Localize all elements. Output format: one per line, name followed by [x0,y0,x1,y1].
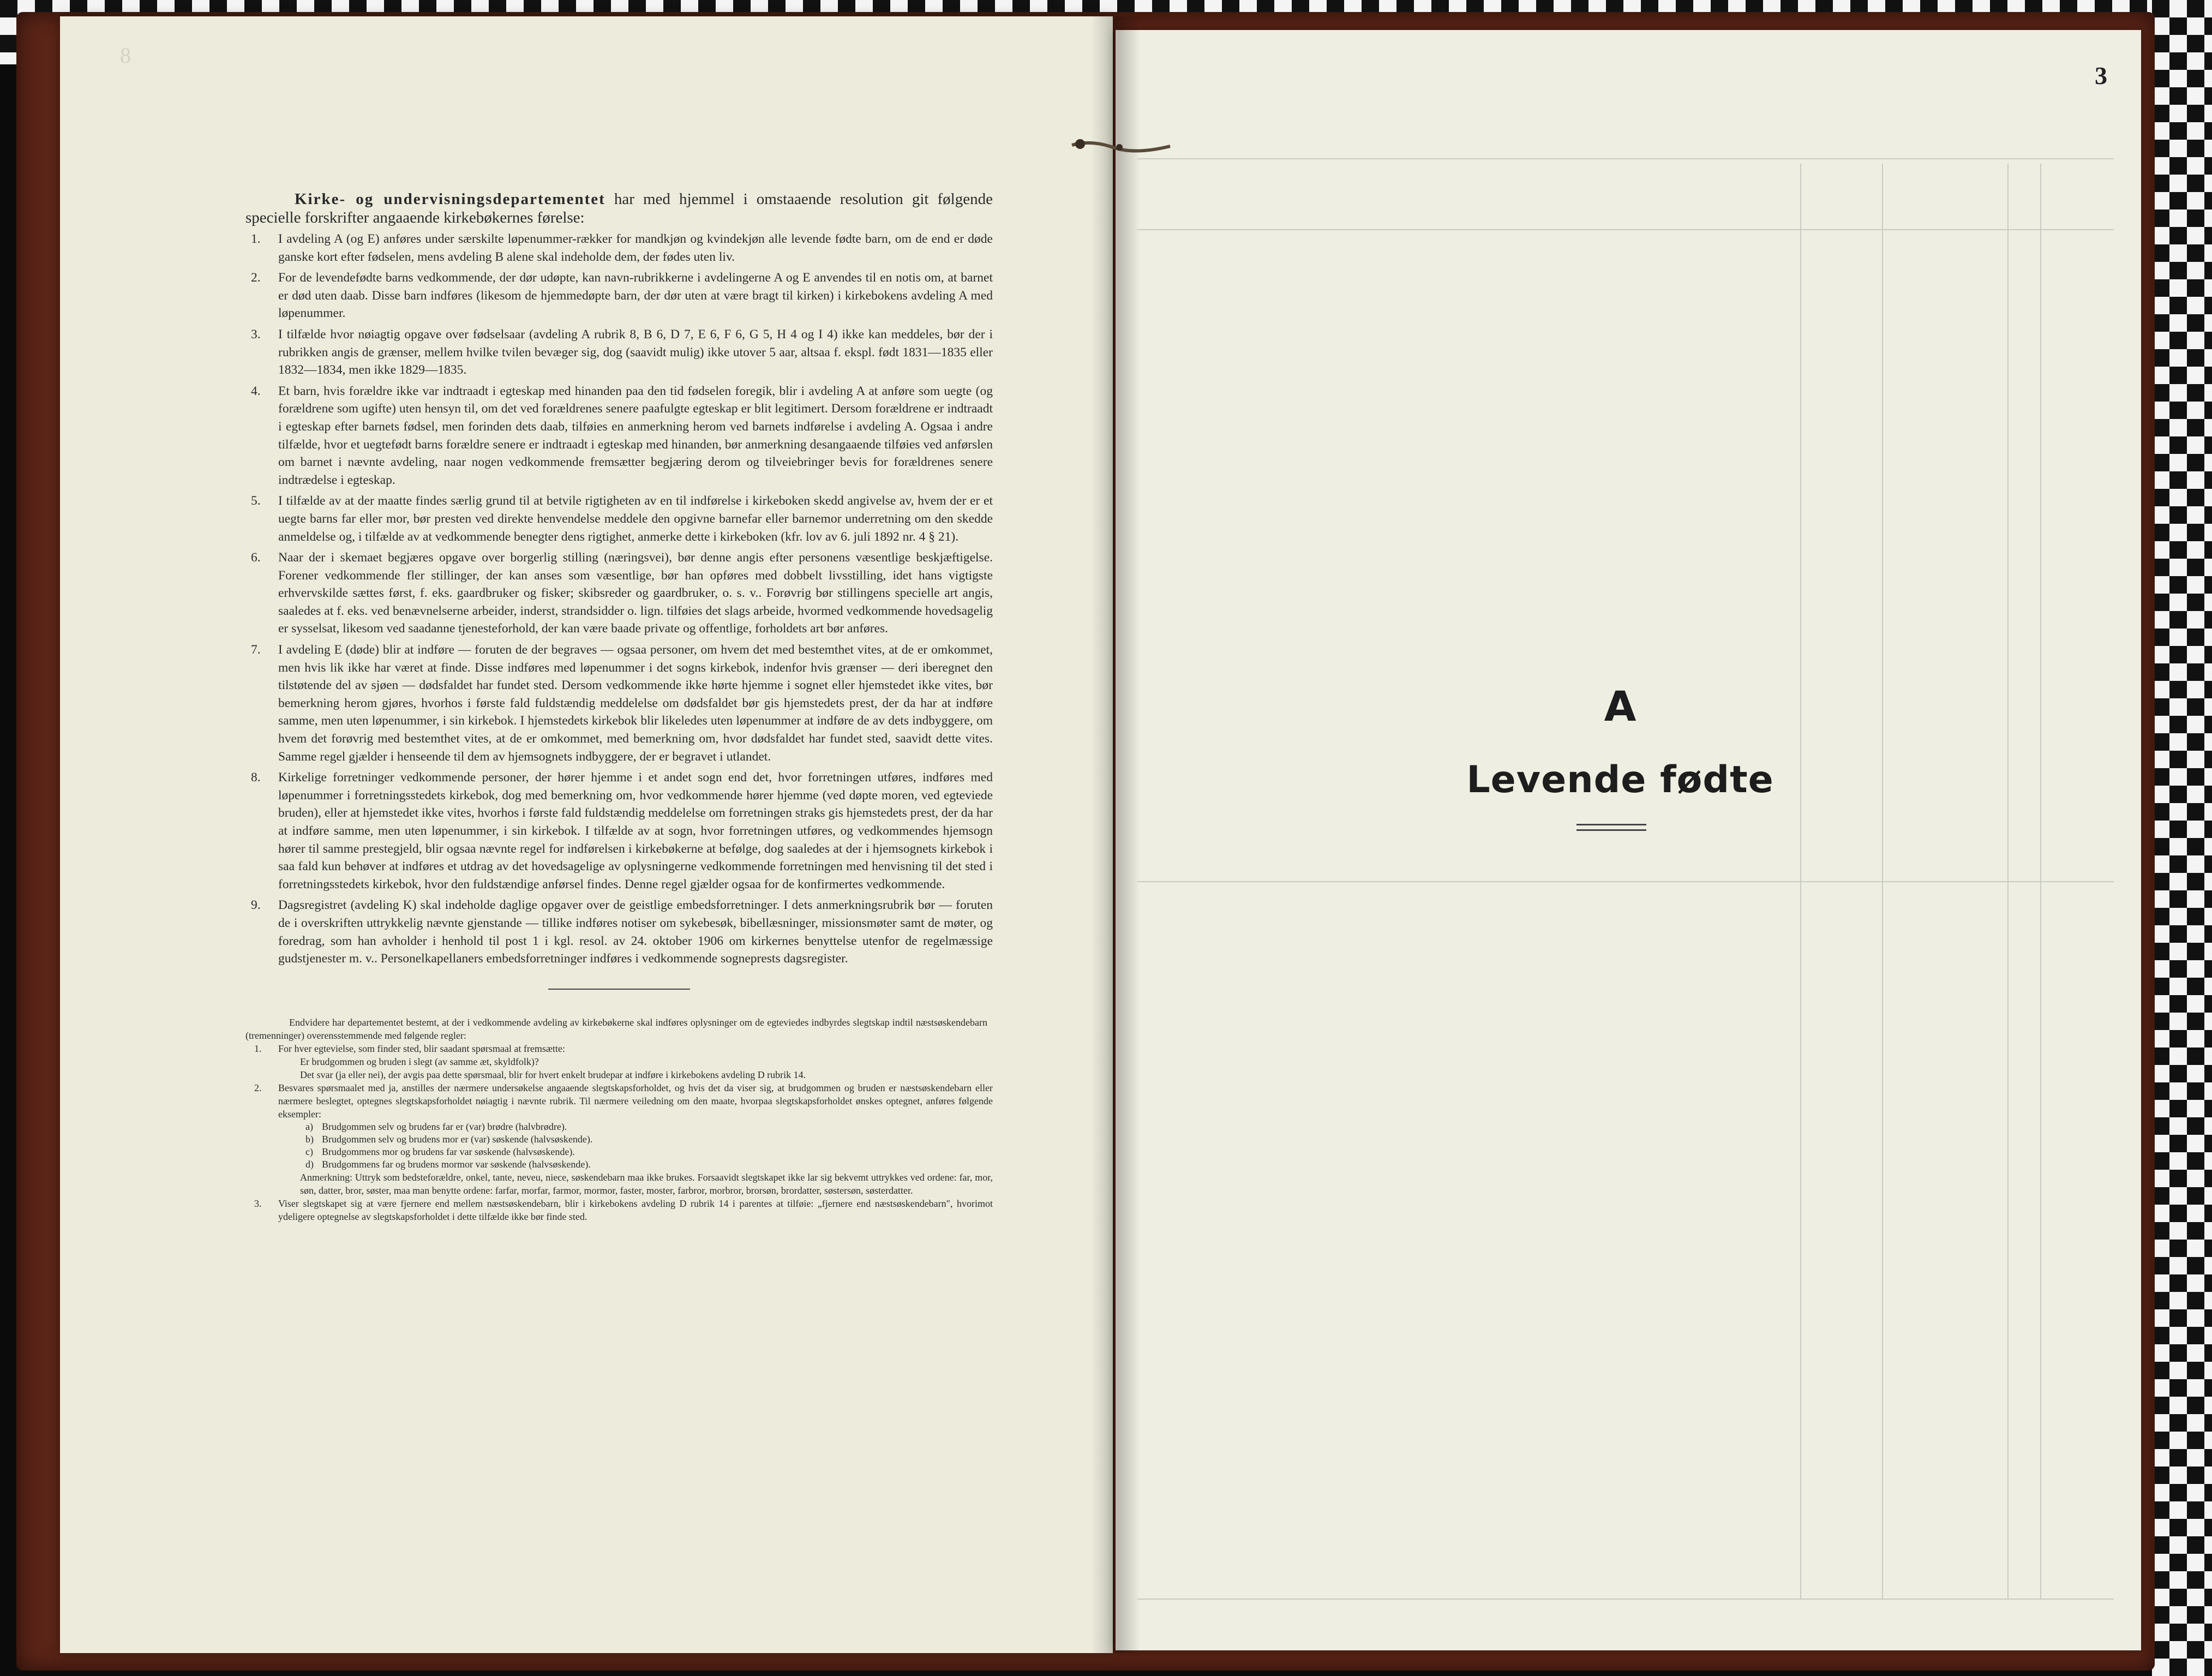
bleed-through-line [1137,1599,2114,1600]
note-number: 2. [254,1082,262,1093]
bleed-through-line [1137,158,2114,159]
bleed-through-line [1800,164,1801,1599]
rule-text: For de levendefødte barns vedkommende, der dør udøpte, kan navn-rubrikkerne i avdelingerne A og E anvendes til en notis om, at barnet er død uten daab. Disse barn indføres (likesom de hjemmedøpte barn, der dør uten at være bragt til kirken) i kirkebokens avdeling A med løpenummer. [278,271,993,321]
rule-item [245,326,993,379]
bleed-through-line [1137,881,2114,882]
example-line [278,1133,993,1146]
rule-number: 8. [251,770,261,785]
example-text: Brudgommens far og brudens mormor var søskende (halvsøskende). [322,1158,591,1170]
bleed-through-line [1882,164,1883,1599]
rule-text: I avdeling E (døde) blir at indføre — foruten de der begraves — ogsaa personer, om hvem det med bestemthet vites, at de er omkommet, men hvis lik ikke har været at finde. Disse indføres med løpenummer i det sogns kirkebok, indenfor hvis grænser — deri iberegnet den tilstøtende del av sjøen — dødsfaldet har fundet sted. Dersom vedkommende ikke hørte hjemme i sognet eller hjemstedet ikke vites, bør bemerkning herom gjøres, hvorhos i første fald fuldstændig meddelelse om dødsfaldet bør gis hjemstedets prest, der da har at indføre samme, men uten løpenummer, i sin kirkebok. I hjemstedets kirkebok blir likeledes uten løpenummer at indføre de av dets indbyggere, om hvem det forøvrig med bestemthet vites, at de er omkommet, med bemerkning om, hvor dødsfaldet har fundet sted, saavidt dette vites. Samme regel gjælder i henseende til dem av hjemsognets indbyggere, der er begravet i utlandet. [278,643,993,764]
right-page [1116,30,2141,1650]
title-underline [1576,829,1646,831]
example-label: a) [305,1121,313,1132]
note-item [245,1081,993,1197]
note-remark: Anmerkning: Uttryk som bedsteforældre, onkel, tante, neveu, niece, søskendebarn maa ikke brukes. Forsaavidt slegtskapet ikke lar sig bekvemt uttrykkes ved ordene: far, mor, søn, datter, bror, søster, maa man benytte ordene: farfar, morfar, farmor, mormor, faster, moster, farbror, morbror, brorsøn, brordatter, søstersøn, søsterdatter. [300,1171,993,1196]
rule-item [245,769,993,893]
rule-number: 7. [251,643,261,657]
instructions-text [245,190,993,1223]
example-line [278,1121,993,1133]
left-page-number: 8 [120,43,131,68]
rule-text: I tilfælde hvor nøiagtig opgave over fødselsaar (avdeling A rubrik 8, B 6, D 7, E 6, F 6, G 5, H 4 og I 4) ikke kan meddeles, bør der i rubrikken angis de grænser, mellem hvilke tvilen bevæger sig, dog (saavidt mulig) ikke utover 5 aar, altsaa f. ekspl. født 1831—1835 eller 1832—1834, men ikke 1829—1835. [278,327,993,378]
section-divider [548,989,690,990]
notes-list [245,1042,993,1223]
rule-item [245,896,993,967]
rule-text: Dagsregistret (avdeling K) skal indeholde daglige opgaver over de geistlige embedsforretninger. I dets anmerkningsrubrik bør — foruten de i overskriften uttrykkelig nævnte gjenstande — tillike indføres notiser om sykebesøk, bibellæsninger, missionsmøter samt de møter, og foredrag, som han avholder i henhold til post 1 i kgl. resol. av 24. oktober 1906 om kirkernes benyttelse utenfor de regelmæssige gudstjenester m. v.. Personelkapellaners embedsforretninger indføres i vedkommende sogneprests dagsregister. [278,898,993,966]
rule-number: 1. [251,232,261,246]
example-label: d) [305,1158,314,1170]
title-underline [1576,824,1646,825]
rule-text: I avdeling A (og E) anføres under særskilte løpenummer-rækker for mandkjøn og kvindekjøn alle levende fødte barn, om de end er døde ganske kort efter fødselen, mens avdeling B alene skal indeholde dem, der fødes uten liv. [278,232,993,264]
note-text: Besvares spørsmaalet med ja, anstilles der nærmere undersøkelse angaaende slegtskapsforholdet, og hvis det da viser sig, at brudgommen og bruden er næstsøskendebarn eller nærmere beslegtet, optegnes slegtskapsforholdet nøiagtig i nævnte rubrik. Til nærmere veiledning om den maate, hvorpaa slegtskapsforholdet ønskes optegnet, anføres følgende eksempler: [278,1082,993,1120]
rule-number: 2. [251,271,261,285]
note-subline: Er brudgommen og bruden i slegt (av samme æt, skyldfolk)? [300,1056,539,1067]
rule-number: 6. [251,550,261,565]
example-line [278,1146,993,1158]
rule-number: 5. [251,494,261,508]
example-label: c) [305,1146,313,1157]
scan-calibration-border-right [2152,0,2212,1676]
intro-lead: Kirke- og undervisningsdepartementet [295,190,606,208]
book-gutter [1091,16,1140,1653]
example-text: Brudgommen selv og brudens mor er (var) søskende (halvsøskende). [322,1133,593,1145]
intro-body: har med hjemmel i omstaaende resolution git følgende specielle forskrifter angaaende kirkebøkernes førelse: [245,190,993,226]
note-text: Viser slegtskapet sig at være fjernere end mellem næstsøskendebarn, blir i kirkebokens avdeling D rubrik 14 i parentes at tilføie: „fjernere end næstsøskendebarn", hvorimot ydeligere optegnelse av slegtskapsforholdet i dette tilfælde ikke bør finde sted. [278,1198,993,1222]
rule-text: Et barn, hvis forældre ikke var indtraadt i egteskap med hinanden paa den tid fødselen foregik, blir i avdeling A at anføre som uegte (og forældrene som ugifte) uten hensyn til, om det ved forældrenes senere paafulgte egteskap er blit legitimert. Dersom forældrene er indtraadt i egteskap efter barnets fødsel, men forinden dets daab, tilføies en anmerkning herom ved barnets indførelse i avdeling A. Ogsaa i andre tilfælde, hvor et uegtefødt barns forældre senere er indtraadt i egteskap med hinanden, bør anmerkning desangaaende tilføies ved anførslen om barnet i nævnte avdeling, naar nogen vedkommende fremsætter begjæring derom og tilveiebringer bevis for forældrenes senere indtrædelse i egteskap. [278,384,993,487]
example-line [278,1158,993,1171]
right-page-number: 3 [2095,62,2107,89]
bleed-through-line [1137,229,2114,230]
example-label: b) [305,1133,314,1145]
note-text: For hver egtevielse, som finder sted, blir saadant spørsmaal at fremsætte: [278,1043,565,1054]
bleed-through-line [2007,164,2009,1599]
section-letter: A [1604,682,1636,731]
rule-text: I tilfælde av at der maatte findes særlig grund til at betvile rigtigheten av en til indførelse i kirkeboken skedd angivelse av, hvem der er et uegte barns far eller mor, bør presten ved direkte henvendelse meddele den opgivne barnefar eller barnemor underretning om den skedde anmeldelse og, i tilfælde av at vedkommende benegter dens rigtighet, anmerke dette i kirkeboken (kfr. lov av 6. juli 1892 nr. 4 § 21). [278,494,993,544]
rules-list [245,230,993,968]
rule-number: 3. [251,327,261,342]
section-title: Levende fødte [1466,758,1774,801]
rule-text: Naar der i skemaet begjæres opgave over borgerlig stilling (næringsvei), bør denne angis efter personens væsentlige beskjæftigelse. Forener vedkommende fler stillinger, der kan anses som væsentlige, bør han opføres med dobbelt livsstilling, idet hans vigtigste erhvervskilde sættes først, f. eks. gaardbruker og fisker; skibsreder og gaardbruker, o. s. v.. Forøvrig bør stillingens specielle art angis, saaledes at f. eks. ved benævnelserne arbeider, inderst, strandsidder o. lign. tilføies det slags arbeide, hvormed vedkommende hovedsagelig er sysselsat, likesom ved saadanne tjenesteforhold, der kan være baade private og offentlige, forholdets art bør anføres. [278,550,993,636]
rule-item [245,382,993,489]
note-item [245,1042,993,1081]
example-text: Brudgommens mor og brudens far var søskende (halvsøskende). [322,1146,575,1157]
intro-paragraph [245,190,993,227]
rule-number: 9. [251,898,261,913]
rule-item [245,549,993,638]
rule-text: Kirkelige forretninger vedkommende personer, der hører hjemme i et andet sogn end det, hvor forretningen utføres, indføres med løpenummer i forretningsstedets kirkebok, dog med bemerkning om, hvor vedkommende hører hjemme (ved døpte moren, ved egteviede bruden), eller at hjemstedet ikke vites, hvorhos i første fald fuldstændig meddelelse om forretningen straks gis hjemstedets prest, der da har at indføre samme, men uten løpenummer, i sin kirkebok. I tilfælde av at sogn, hvor forretningen utføres, og vedkommendes hjemsogn hører til samme prestegjeld, blir ogsaa nævnte regel for indførelsen i kirkebøkerne at befølge, dog saaledes at der i hjemsognets kirkebok i saa fald kun behøver at indføres et utdrag av det hovedsagelige av oplysningerne vedkommende forretningen med henvisning til det sted i forretningsstedets kirkebok, hvor den fuldstændige anførsel findes. Denne regel gjælder ogsaa for de konfirmertes vedkommende. [278,770,993,891]
note-number: 3. [254,1198,262,1209]
example-text: Brudgommen selv og brudens far er (var) brødre (halvbrødre). [322,1121,567,1132]
note-item [245,1197,993,1223]
rule-number: 4. [251,384,261,398]
notes-intro: Endvidere har departementet bestemt, at der i vedkommende avdeling av kirkebøkerne skal indføres oplysninger om de egteviedes indbyrdes slegtskap indtil næstsøskendebarn (tremenninger) overensstemmende med følgende regler: [245,1016,987,1041]
rule-item [245,492,993,546]
rule-item [245,641,993,765]
rule-item [245,230,993,266]
note-number: 1. [254,1043,262,1054]
binding-string-icon [1069,137,1173,154]
note-subline: Det svar (ja eller nei), der avgis paa dette spørsmaal, blir for hvert enkelt brudepar at indføre i kirkebokens avdeling D rubrik 14. [300,1069,806,1080]
rule-item [245,269,993,322]
bleed-through-line [2040,164,2041,1599]
